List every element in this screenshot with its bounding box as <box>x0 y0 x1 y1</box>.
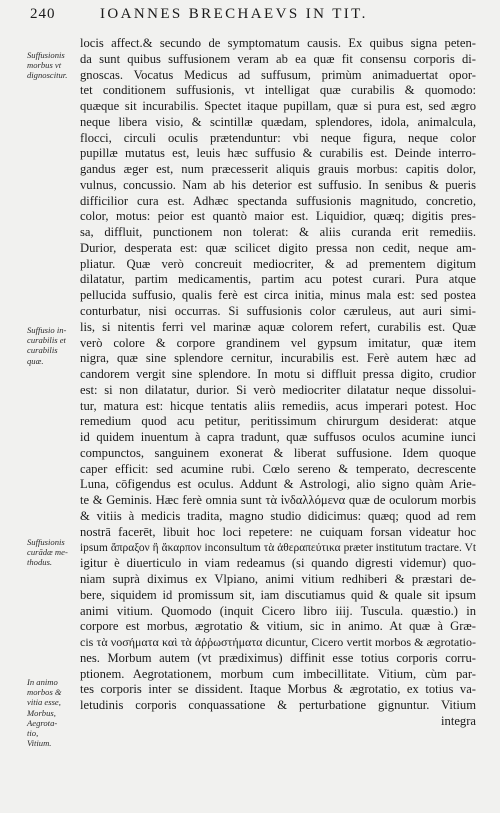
text-line: Luna, cōfigendus est oculus. Addunt & Astrologi, alio signo quàm Arie- <box>80 477 476 492</box>
text-line: ptionem. Aegrotationem, morbum cum imbecillitate. Vitium, cùm par- <box>80 666 476 681</box>
margin-note-line: Vitium. <box>27 738 52 749</box>
text-line: tes corporis inter se dissident. Itaque Morbus & ægrotatio, ex totius va- <box>80 682 476 697</box>
margin-note-line: curādæ me- <box>27 547 68 558</box>
text-line: letudinis corporis conquassatione & perturbatione gignuntur. Vitium <box>80 698 476 713</box>
margin-note-line: Suffusionis <box>27 50 65 60</box>
text-line: candorem vergit sine splendore. In motu si diffluit pressa digito, crudior <box>80 367 476 382</box>
text-line: compunctos, sanguinem exonerat & liberat suffusione. Idem quoque <box>80 445 476 460</box>
page-number: 240 <box>30 6 56 22</box>
text-line: pliatur. Quæ verò concreuit mediocriter, & ad prementem digitum <box>80 256 476 271</box>
text-line: animi vitium. Quomodo (inquit Cicero libro iiij. Tuscula. quæstio.) in <box>80 603 476 618</box>
margin-note-suffusion-diagnosis <box>27 50 81 81</box>
margin-note-line: morbos & <box>27 687 62 698</box>
catchword: integra <box>441 713 476 728</box>
text-line: conturbatur, nisi occurras. Si suffusionis color cæruleus, aut auri simi- <box>80 304 476 319</box>
margin-note-line: Aegrota- <box>27 717 58 728</box>
text-line: cis τὰ νοσήματα καὶ τὰ ἀῤῥωστήματα dicuntur, Cicero vertit morbos & ægrotatio- <box>80 635 476 650</box>
margin-note-line: Morbus, <box>27 707 56 718</box>
margin-note-line: Suffusio in- <box>27 325 67 335</box>
text-line: ipsum ἄπραξον ἢ ἄκαρπον inconsultum τὰ ἀθεραπεύτικα præter institutum tractare. Vt <box>80 541 476 554</box>
text-line: nes. Morbum autem (vt prædiximus) diffinit esse totius corporis corru- <box>80 650 476 665</box>
text-line: flocci, circuli oculis prætenduntur: vbi neque figura, neque color <box>80 130 476 145</box>
text-line: verò colore & corpore grandinem vel gypsum imitatur, quæ item <box>80 335 476 350</box>
text-line: remedium quod acu petitur, peritissimum chirurgum desiderat: atque <box>80 414 476 429</box>
text-line: dilatatur, partim medicamentis, partim acu potest curari. Pura atque <box>80 272 476 287</box>
main-text <box>80 36 476 730</box>
text-line: da sunt quibus suffusionem veram ab ea quæ fit consensu corporis di- <box>80 51 476 66</box>
text-line: id quidem inuentum à capra tradunt, quæ suffusos oculos acumine iunci <box>80 430 476 445</box>
text-line: igitur è diuerticulo in viam redeamus (si quando digresti videmur) quo- <box>80 556 476 571</box>
text-line: niam suprà diximus ex Vlpiano, animi vitium redhiberi & præstari de- <box>80 572 476 587</box>
text-line: sa, diffluit, punctionem non tolerat: & aliis curanda erit remediis. <box>80 225 476 240</box>
text-line: & vitiis à medicis tradita, magno studio didicimus: quæq; quod ad rem <box>80 508 476 523</box>
text-line: gnoscas. Vocatus Medicus ad suffusum, primùm animaduertat opor- <box>80 67 476 82</box>
page-header <box>30 6 490 28</box>
margin-note-line: curabilis <box>27 345 58 356</box>
text-line: pupillæ mutatus est, leuis hæc suffusio & curabilis est. Deinde interro- <box>80 146 476 161</box>
text-line: Durior, desperata est: quæ scilicet digito pressa non cedit, neque am- <box>80 240 476 255</box>
text-line: neque libera visio, & scintillæ quædam, splendores, idola, animalcula, <box>80 114 476 129</box>
text-line: caper efficit: sed acumine rubi. Cœlo sereno & temperato, decrescente <box>80 461 476 476</box>
margin-note-line: In animo <box>27 677 58 687</box>
text-line: corpore est morbus, ægrotatio & vitium, sic in animo. At quæ à Græ- <box>80 619 476 634</box>
margin-note-line: tio, <box>27 728 39 739</box>
text-line: est: si non dilatatur, durior. Si verò mediocriter dilatatur neque dissolui- <box>80 382 476 397</box>
text-line: pellucida suffusio, qualis ferè est circa initia, minus mala est: sed postea <box>80 288 476 303</box>
text-line: bere, siquidem id promissum sit, iam discutiamus quid & quale sit ipsum <box>80 587 476 602</box>
text-line: vulnus, concussio. Nam ab his deterior est suffusio. In senibus & pueris <box>80 177 476 192</box>
text-line: tur, matura est: hicque tentatis aliis remediis, acus imperari potest. Hoc <box>80 398 476 413</box>
margin-note-line: vitia esse, <box>27 697 61 708</box>
margin-note-treatment-method <box>27 537 81 568</box>
margin-note-line: Suffusionis <box>27 537 65 547</box>
text-line: gandus æger est, num præcesserit aliquis grauis morbus: capitis dolor, <box>80 162 476 177</box>
margin-note-line: curabilis et <box>27 335 66 346</box>
text-line: quæque sit incurabilis. Spectet itaque pupillam, quæ si pura est, sed ægro <box>80 99 476 114</box>
text-line: nigra, quæ sine splendore cernitur, incurabilis est. Ferè autem hæc ad <box>80 351 476 366</box>
text-line: te & Geminis. Hæc ferè omnia sunt τὰ ἰνδαλλόμενα quæ de oculorum morbis <box>80 493 476 508</box>
margin-note-curable-incurable <box>27 325 81 366</box>
running-title: IOANNES BRECHAEVS IN TIT. <box>100 6 368 22</box>
margin-note-line: dignoscitur. <box>27 70 68 81</box>
text-line: locis affect.& secundo de symptomatum causis. Ex quibus signa peten- <box>80 36 476 50</box>
text-line: color, motus: peior est quantò maior est. Liquidior, quæq; digitis pres- <box>80 209 476 224</box>
text-line: tet conditionem suffusionis, vt intelligat quæ curabilis & quomodo: <box>80 83 476 98</box>
text-line: nostrā facerēt, libuit hoc loci repetere: ne cuiquam forsan videatur hoc <box>80 524 476 539</box>
margin-note-morbus-vitium <box>27 677 81 748</box>
margin-note-line: thodus. <box>27 557 53 568</box>
margin-note-line: morbus vt <box>27 60 62 71</box>
margin-note-line: quæ. <box>27 355 44 366</box>
text-line: difficilior cura est. Adhæc spectanda suffusionis magnitudo, concretio, <box>80 193 476 208</box>
text-line: lis, si nitentis ferri vel marinæ aquæ colorem refert, curabilis est. Quæ <box>80 319 476 334</box>
